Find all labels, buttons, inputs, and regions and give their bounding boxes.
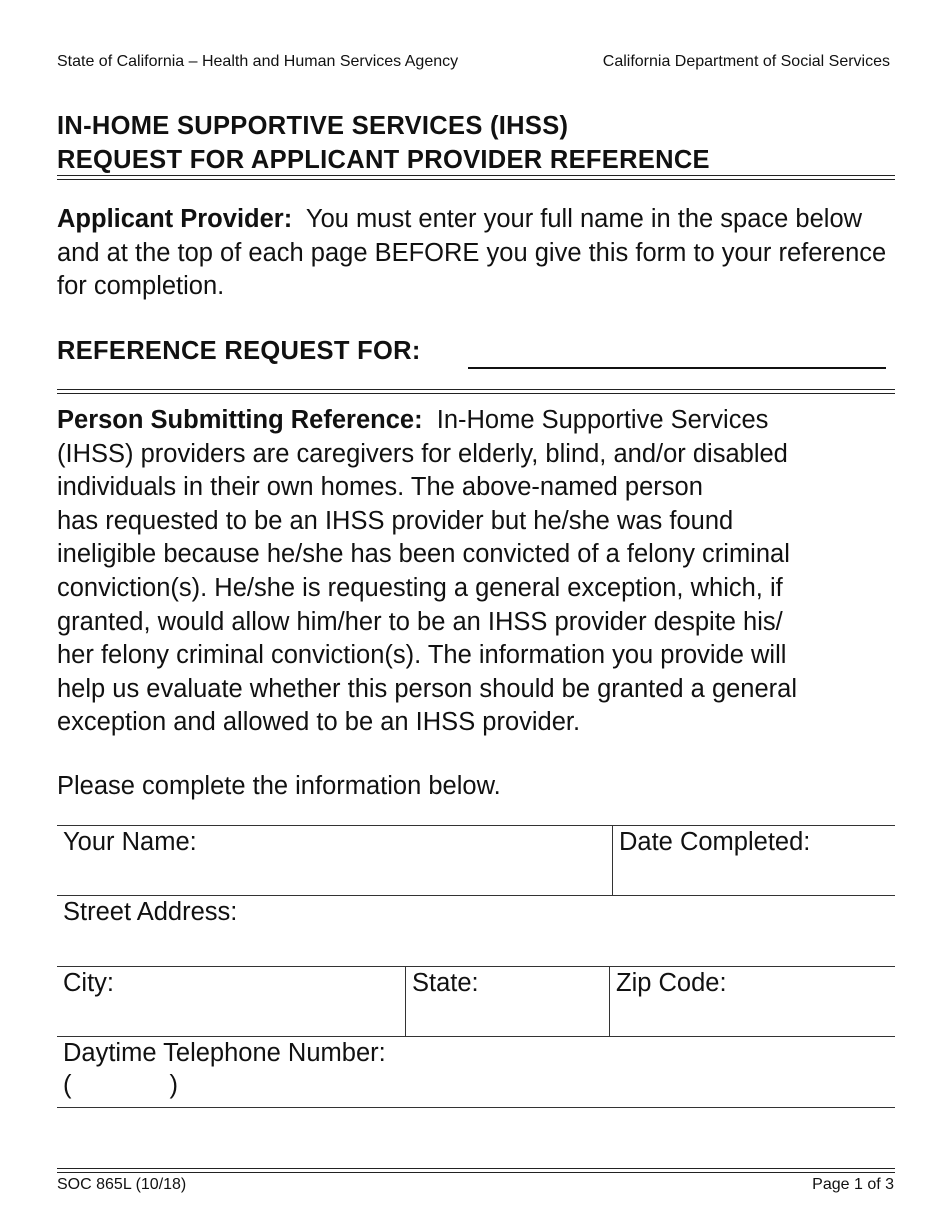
form-row-address	[57, 896, 895, 967]
form-intro: Please complete the information below.	[57, 772, 501, 800]
title-line-1: IN-HOME SUPPORTIVE SERVICES (IHSS)	[57, 112, 569, 140]
agency-header-left: State of California – Health and Human Services Agency	[57, 53, 459, 70]
submitter-line: (IHSS) providers are caregivers for elderly, blind, and/or disabled	[57, 439, 788, 468]
submitter-line: ineligible because he/she has been convicted of a felony criminal	[57, 540, 790, 569]
daytime-phone-field[interactable]	[57, 1037, 895, 1107]
footer-divider	[57, 1168, 895, 1173]
submitter-line: help us evaluate whether this person should be granted a general	[57, 674, 798, 703]
submitter-line: conviction(s). He/she is requesting a general exception, which, if	[57, 573, 783, 602]
reference-request-label: REFERENCE REQUEST FOR:	[57, 337, 421, 365]
section-divider	[57, 389, 895, 394]
form-id: SOC 865L (10/18)	[57, 1176, 187, 1193]
your-name-label: Your Name:	[63, 828, 197, 856]
form-row-name-date	[57, 826, 895, 896]
street-address-field[interactable]	[57, 896, 895, 966]
state-field[interactable]	[405, 967, 609, 1036]
city-label: City:	[63, 969, 114, 997]
agency-header-right: California Department of Social Services	[602, 53, 890, 70]
submitter-line: In-Home Supportive Services	[436, 406, 769, 434]
submitter-line: her felony criminal conviction(s). The information you provide will	[57, 641, 787, 670]
submitter-line: exception and allowed to be an IHSS provider.	[57, 708, 581, 737]
applicant-notice-text: You must enter your full name in the space below and at the top of each page BEFORE you give this form to your reference for completion.	[57, 205, 887, 301]
submitter-notice-label: Person Submitting Reference:	[57, 406, 423, 434]
your-name-field[interactable]	[57, 826, 612, 895]
submitter-notice	[57, 404, 897, 740]
submitter-line: individuals in their own homes. The above-named person	[57, 473, 703, 502]
street-address-label: Street Address:	[63, 898, 238, 926]
form-row-city-state-zip	[57, 967, 895, 1037]
title-line-2: REQUEST FOR APPLICANT PROVIDER REFERENCE	[57, 146, 710, 174]
submitter-line: granted, would allow him/her to be an IHSS provider despite his/	[57, 607, 783, 636]
form-row-phone	[57, 1037, 895, 1108]
page-title	[57, 109, 895, 177]
area-code-close-paren: )	[169, 1071, 178, 1099]
date-completed-label: Date Completed:	[619, 828, 811, 856]
reference-info-form	[57, 825, 895, 1108]
applicant-notice-label: Applicant Provider:	[57, 205, 293, 233]
zip-code-field[interactable]	[609, 967, 895, 1036]
state-label: State:	[412, 969, 479, 997]
date-completed-field[interactable]	[612, 826, 895, 895]
applicant-notice	[57, 203, 897, 304]
zip-code-label: Zip Code:	[616, 969, 727, 997]
submitter-line: has requested to be an IHSS provider but he/she was found	[57, 506, 734, 535]
city-field[interactable]	[57, 967, 405, 1036]
area-code-open-paren: (	[63, 1071, 72, 1099]
phone-area-code	[63, 1069, 889, 1101]
title-divider	[57, 175, 895, 180]
daytime-phone-label: Daytime Telephone Number:	[63, 1039, 386, 1067]
reference-request-name-field[interactable]	[468, 367, 886, 369]
page-number: Page 1 of 3	[812, 1176, 894, 1193]
